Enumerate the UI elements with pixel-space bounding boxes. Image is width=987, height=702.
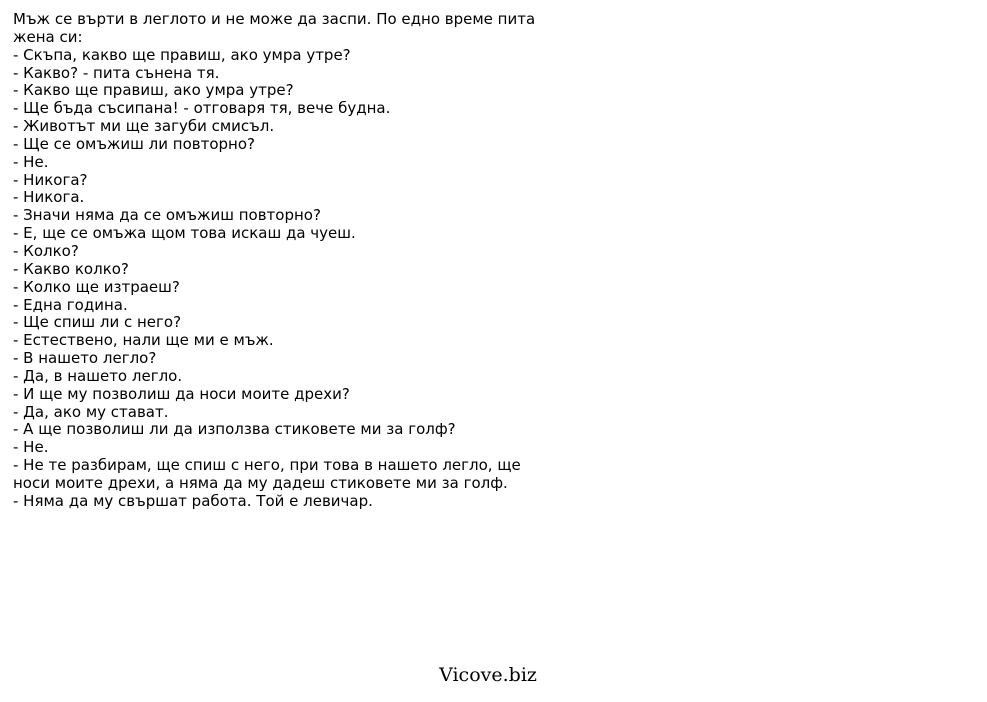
joke-line: - А ще позволиш ли да използва стиковете ми за голф? xyxy=(13,420,456,439)
joke-line: - Не. xyxy=(13,152,49,171)
joke-line: - И ще му позволиш да носи моите дрехи? xyxy=(13,384,350,403)
joke-line: - Няма да му свършат работа. Той е левичар. xyxy=(13,491,373,510)
joke-line: - Да, ако му стават. xyxy=(13,402,169,421)
joke-line: - Да, в нашето легло. xyxy=(13,366,183,385)
joke-line: - Ще спиш ли с него? xyxy=(13,313,182,332)
joke-text-block xyxy=(13,11,583,511)
joke-line: Мъж се върти в леглото и не може да заспи. По едно време пита xyxy=(13,10,536,28)
joke-line: - Не. xyxy=(13,438,49,457)
joke-line: - Не те разбирам, ще спиш с него, при това в нашето легло, ще xyxy=(13,456,521,475)
joke-line: - Една година. xyxy=(13,295,128,314)
joke-line: - Значи няма да се омъжиш повторно? xyxy=(13,206,321,225)
joke-line: жена си: xyxy=(13,27,83,46)
joke-line: - Какво колко? xyxy=(13,259,129,278)
site-watermark: Vicove.biz xyxy=(439,664,537,686)
joke-line: - Животът ми ще загуби смисъл. xyxy=(13,117,275,136)
joke-line: - Колко ще изтраеш? xyxy=(13,277,180,296)
joke-line: - Ще бъда съсипана! - отговаря тя, вече будна. xyxy=(13,99,391,118)
joke-line: - Е, ще се омъжа щом това искаш да чуеш. xyxy=(13,224,356,243)
joke-line: - Скъпа, какво ще правиш, ако умра утре? xyxy=(13,45,351,64)
joke-line: - Какво? - пита сънена тя. xyxy=(13,63,220,82)
joke-line: - Естествено, нали ще ми е мъж. xyxy=(13,331,274,350)
joke-line: - Колко? xyxy=(13,241,79,260)
joke-line: - Какво ще правиш, ако умра утре? xyxy=(13,81,294,100)
joke-line: носи моите дрехи, а няма да му дадеш стиковете ми за голф. xyxy=(13,473,508,492)
joke-line: - Ще се омъжиш ли повторно? xyxy=(13,134,255,153)
joke-line: - Никога. xyxy=(13,188,85,207)
joke-line: - В нашето легло? xyxy=(13,349,157,368)
joke-line: - Никога? xyxy=(13,170,88,189)
